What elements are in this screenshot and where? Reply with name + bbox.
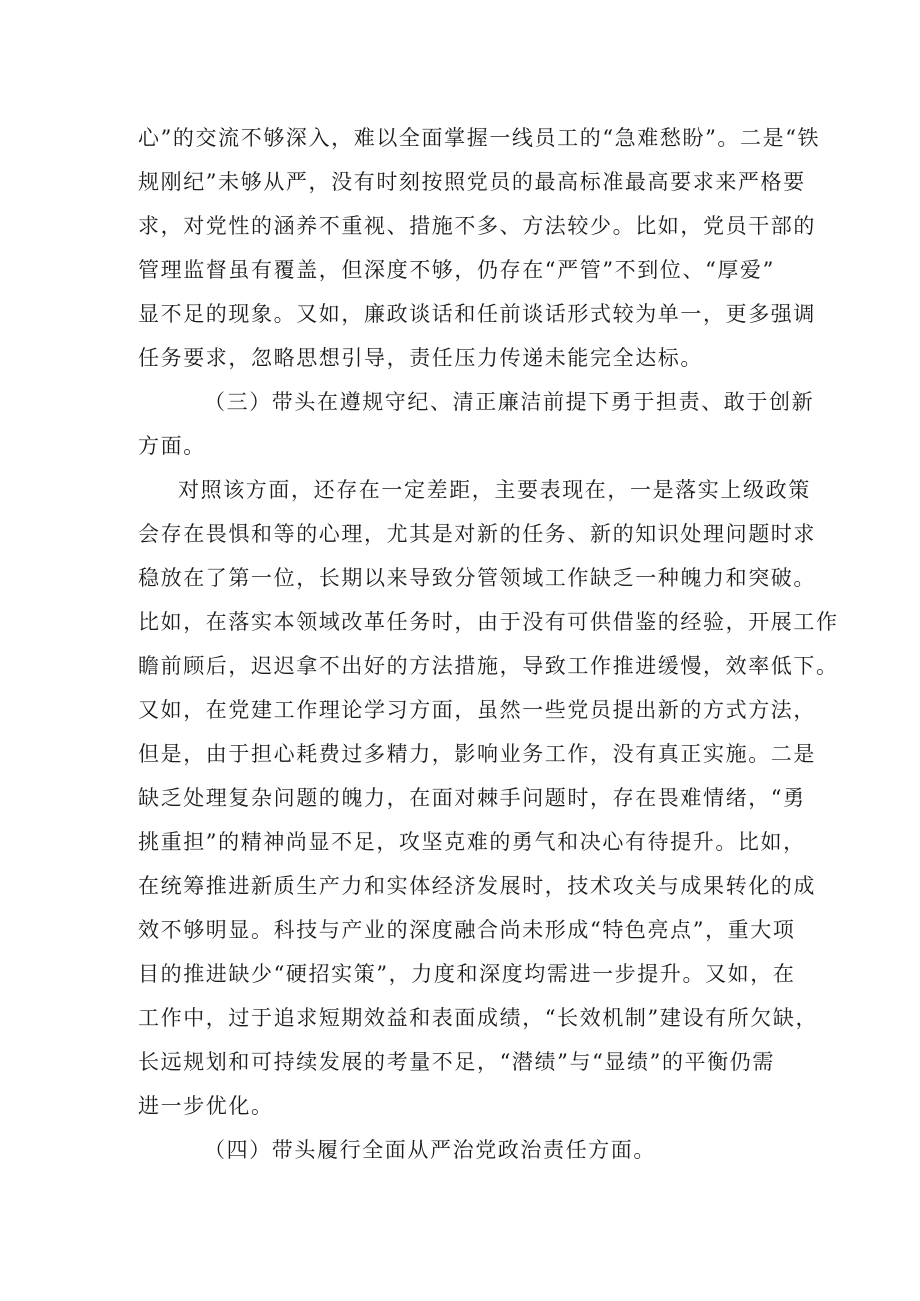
- body-line: 瞻前顾后，迟迟拿不出好的方法措施，导致工作推进缓慢，效率低下。: [138, 654, 839, 678]
- body-line: 比如，在落实本领域改革任务时，由于没有可供借鉴的经验，开展工作: [138, 610, 839, 634]
- body-line: 进一步优化。: [138, 1094, 274, 1118]
- body-line: 管理监督虽有覆盖，但深度不够，仍存在“严管”不到位、“厚爱”: [138, 258, 775, 282]
- body-line: 工作中，过于追求短期效益和表面成绩，“长效机制”建设有所欠缺，: [138, 1006, 819, 1030]
- section-heading-4: （四）带头履行全面从严治党政治责任方面。: [204, 1138, 656, 1162]
- document-body: [138, 116, 839, 1172]
- body-line: 效不够明显。科技与产业的深度融合尚未形成“特色亮点”，重大项: [138, 918, 796, 942]
- body-line: 任务要求，忽略思想引导，责任压力传递未能完全达标。: [138, 346, 703, 370]
- body-line: 长远规划和可持续发展的考量不足，“潜绩”与“显绩”的平衡仍需: [138, 1050, 775, 1074]
- body-line: 又如，在党建工作理论学习方面，虽然一些党员提出新的方式方法，: [138, 698, 816, 722]
- section-heading-3-continuation: 方面。: [138, 434, 206, 458]
- body-line: 缺乏处理复杂问题的魄力，在面对棘手问题时，存在畏难情绪，“勇: [138, 786, 806, 810]
- body-line: 在统筹推进新质生产力和实体经济发展时，技术攻关与成果转化的成: [138, 874, 816, 898]
- section-heading-3: （三）带头在遵规守纪、清正廉洁前提下勇于担责、敢于创新: [204, 390, 815, 414]
- paragraph-start: 对照该方面，还存在一定差距，主要表现在，一是落实上级政策: [178, 478, 811, 502]
- body-line: 但是，由于担心耗费过多精力，影响业务工作，没有真正实施。二是: [138, 742, 816, 766]
- body-line: 目的推进缺少“硬招实策”，力度和深度均需进一步提升。又如，在: [138, 962, 796, 986]
- body-line: 心”的交流不够深入，难以全面掌握一线员工的“急难愁盼”。二是“铁: [138, 126, 821, 150]
- body-line: 挑重担”的精神尚显不足，攻坚克难的勇气和决心有待提升。比如，: [138, 830, 806, 854]
- body-line: 求，对党性的涵养不重视、措施不多、方法较少。比如，党员干部的: [138, 214, 816, 238]
- body-line: 会存在畏惧和等的心理，尤其是对新的任务、新的知识处理问题时求: [138, 522, 816, 546]
- body-line: 显不足的现象。又如，廉政谈话和任前谈话形式较为单一，更多强调: [138, 302, 816, 326]
- body-line: 规刚纪”未够从严，没有时刻按照党员的最高标准最高要求来严格要: [138, 170, 806, 194]
- body-line: 稳放在了第一位，长期以来导致分管领域工作缺乏一种魄力和突破。: [138, 566, 816, 590]
